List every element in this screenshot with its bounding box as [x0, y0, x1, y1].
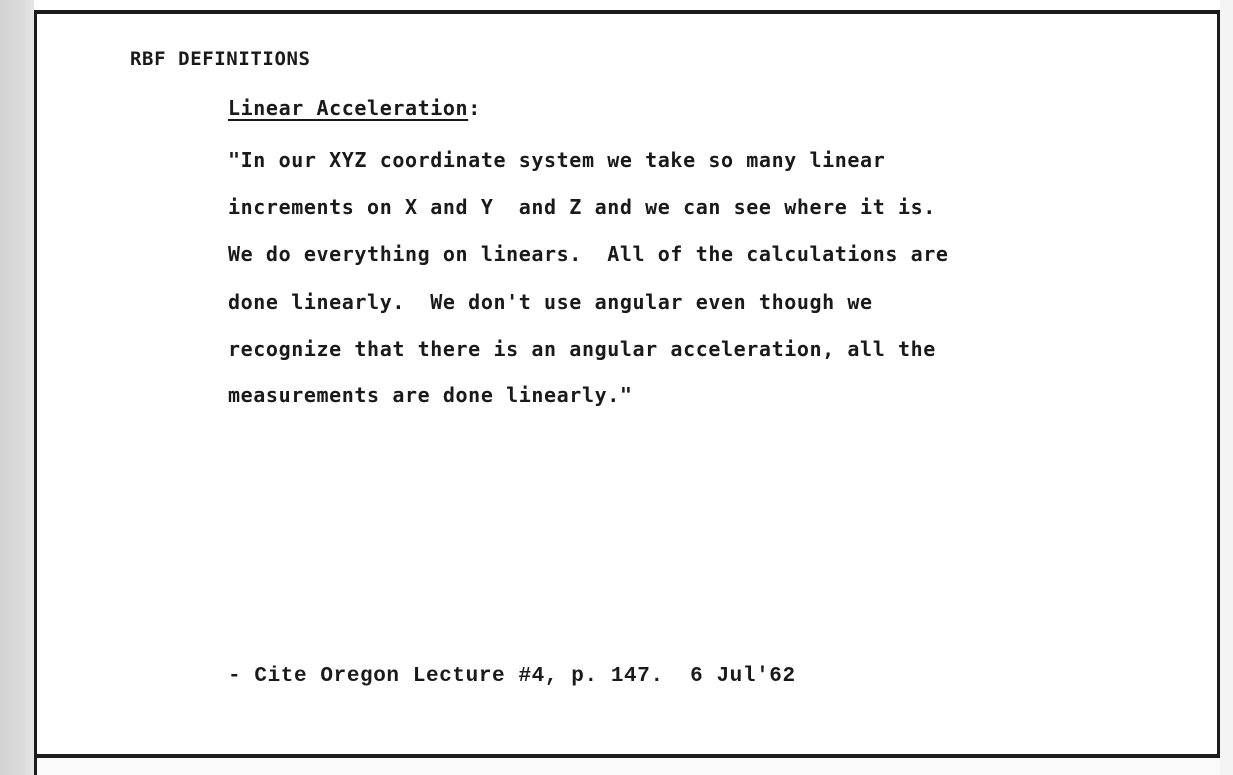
- definition-term-colon: :: [468, 96, 481, 120]
- quote-line-3: We do everything on linears. All of the calculations are: [228, 242, 949, 266]
- quote-line-1: "In our XYZ coordinate system we take so many linear: [228, 148, 886, 172]
- right-page-edge: [1220, 0, 1233, 775]
- next-card-edge: [34, 758, 1220, 775]
- quote-line-2: increments on X and Y and Z and we can see where it is.: [228, 195, 936, 219]
- document-heading: RBF DEFINITIONS: [130, 48, 311, 70]
- quote-line-5: recognize that there is an angular acceleration, all the: [228, 337, 936, 361]
- definition-term-text: Linear Acceleration: [228, 96, 469, 120]
- quote-line-4: done linearly. We don't use angular even though we: [228, 290, 873, 314]
- page-edge-shadow: [0, 0, 34, 775]
- citation: - Cite Oregon Lecture #4, p. 147. 6 Jul'62: [228, 665, 796, 688]
- quote-line-6: measurements are done linearly.": [228, 383, 633, 407]
- definition-term: [228, 96, 481, 120]
